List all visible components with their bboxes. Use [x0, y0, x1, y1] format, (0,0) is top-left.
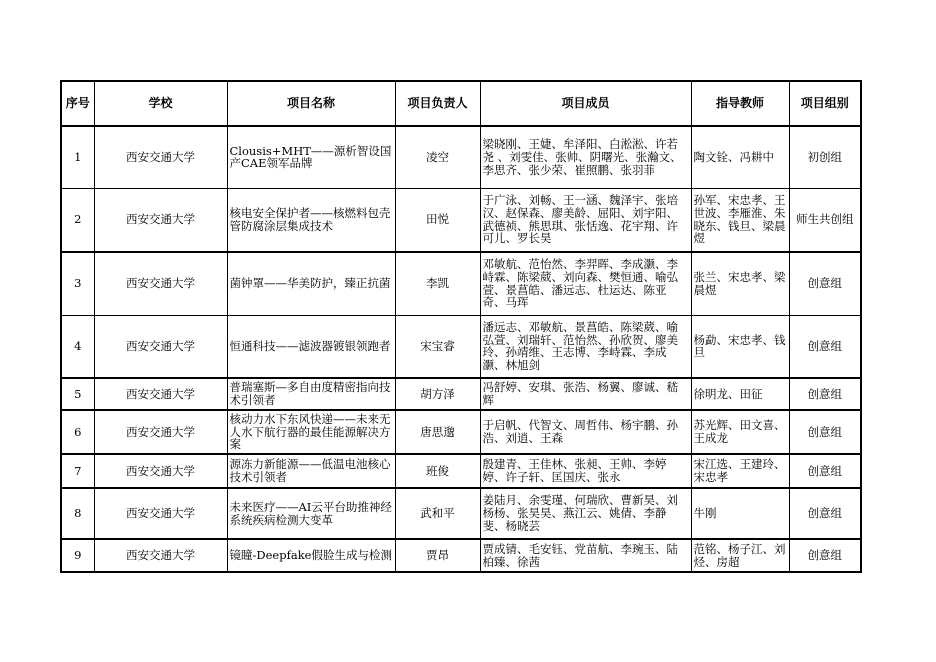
row-group: 创意组	[789, 454, 861, 488]
row-members: 潘远志、邓敏航、景菖皓、陈梁葳、喻弘萱、刘瑞轩、范怡然、孙欣贺、廖美玲、孙靖维、王志博、李峙霖、李成灏、林旭剑	[480, 315, 691, 378]
row-no: 1	[61, 126, 94, 188]
row-project-name: 镜瞳-Deepfake假脸生成与检测	[227, 539, 395, 572]
row-group: 创意组	[789, 378, 861, 410]
header-group: 项目组别	[789, 81, 861, 126]
row-no: 2	[61, 188, 94, 252]
row-group: 创意组	[789, 488, 861, 539]
row-school: 西安交通大学	[94, 188, 227, 252]
row-leader: 唐思邈	[395, 410, 480, 454]
row-members: 冯舒婷、安琪、张浩、杨翼、廖诚、嵇辉	[480, 378, 691, 410]
row-group: 师生共创组	[789, 188, 861, 252]
table-row	[61, 454, 861, 488]
table-row	[61, 315, 861, 378]
table-row	[61, 488, 861, 539]
row-project-name: 菌钟罩——华美防护，臻正抗菌	[227, 252, 395, 315]
header-advisors: 指导教师	[691, 81, 789, 126]
row-leader: 李凯	[395, 252, 480, 315]
row-no: 3	[61, 252, 94, 315]
table-row	[61, 378, 861, 410]
row-leader: 田悦	[395, 188, 480, 252]
row-advisors: 陶文铨、冯耕中	[691, 126, 789, 188]
row-group: 创意组	[789, 252, 861, 315]
row-project-name: 恒通科技——滤波器镀银领跑者	[227, 315, 395, 378]
row-school: 西安交通大学	[94, 252, 227, 315]
row-members: 梁晓刚、王婕、牟泽阳、白淞淞、许若尧 、刘雯佳、张帅、阴曙光、张瀚文、李思齐、张少荣、崔照鹏、张羽菲	[480, 126, 691, 188]
row-no: 6	[61, 410, 94, 454]
row-members: 邓敏航、范怡然、李羿晖、李成灏、李峙霖、陈梁葳、刘向森、樊恒通、喻弘萱、景菖皓、潘远志、杜运达、陈亚奇、马珲	[480, 252, 691, 315]
row-school: 西安交通大学	[94, 378, 227, 410]
table-row	[61, 126, 861, 188]
header-project-name: 项目名称	[227, 81, 395, 126]
row-leader: 胡方泽	[395, 378, 480, 410]
row-members: 殷建青、王佳林、张昶、王帅、李婷婷、许子轩、匡国庆、张永	[480, 454, 691, 488]
row-school: 西安交通大学	[94, 488, 227, 539]
row-project-name: 源冻力新能源——低温电池核心技术引领者	[227, 454, 395, 488]
row-advisors: 苏光辉、田文喜、王成龙	[691, 410, 789, 454]
row-group: 创意组	[789, 539, 861, 572]
row-no: 4	[61, 315, 94, 378]
row-advisors: 徐明龙、田征	[691, 378, 789, 410]
row-leader: 贾昂	[395, 539, 480, 572]
project-table	[60, 80, 862, 573]
row-advisors: 杨勐、宋忠孝、钱旦	[691, 315, 789, 378]
row-advisors: 孙军、宋忠孝、王世波、李雁淮、朱晓东、钱旦、梁晨煜	[691, 188, 789, 252]
row-members: 于广泳、刘畅、王一涵、魏泽宇、张培汉、赵保森、廖美龄、屈阳、刘宇阳、武德祯、熊思琪、张恬逸、花宇翔、许可儿、罗长昊	[480, 188, 691, 252]
row-advisors: 宋江选、王建玲、宋忠孝	[691, 454, 789, 488]
row-project-name: Clousis+MHT——源析智设国产CAE领军品牌	[227, 126, 395, 188]
row-members: 姜陆月、余雯瑾、何瑞欣、曹新昊、刘杨杨、张昊昊、燕江云、姚倩、李静斐、杨晓芸	[480, 488, 691, 539]
row-school: 西安交通大学	[94, 454, 227, 488]
table-row	[61, 410, 861, 454]
row-members: 贾成锖、毛安钰、党苗航、李琬玉、陆柏臻、徐茜	[480, 539, 691, 572]
row-leader: 宋宝睿	[395, 315, 480, 378]
table-row	[61, 252, 861, 315]
row-no: 9	[61, 539, 94, 572]
row-members: 于启帆、代智文、周哲伟、杨宇鹏、孙浩、刘逍、王森	[480, 410, 691, 454]
header-row	[61, 81, 861, 126]
row-school: 西安交通大学	[94, 539, 227, 572]
header-no: 序号	[61, 81, 94, 126]
row-school: 西安交通大学	[94, 126, 227, 188]
header-members: 项目成员	[480, 81, 691, 126]
row-leader: 班俊	[395, 454, 480, 488]
row-group: 初创组	[789, 126, 861, 188]
table-row	[61, 188, 861, 252]
row-no: 7	[61, 454, 94, 488]
row-advisors: 范铭、杨子江、刘烃、房超	[691, 539, 789, 572]
row-no: 5	[61, 378, 94, 410]
header-leader: 项目负责人	[395, 81, 480, 126]
header-school: 学校	[94, 81, 227, 126]
row-advisors: 张兰、宋忠孝、梁晨煜	[691, 252, 789, 315]
row-school: 西安交通大学	[94, 315, 227, 378]
row-leader: 凌空	[395, 126, 480, 188]
row-project-name: 未来医疗——AI云平台助推神经系统疾病检测大变革	[227, 488, 395, 539]
row-leader: 武和平	[395, 488, 480, 539]
row-advisors: 牛刚	[691, 488, 789, 539]
row-group: 创意组	[789, 315, 861, 378]
row-group: 创意组	[789, 410, 861, 454]
row-school: 西安交通大学	[94, 410, 227, 454]
table-row	[61, 539, 861, 572]
row-no: 8	[61, 488, 94, 539]
row-project-name: 普瑞塞斯—多自由度精密指向技术引领者	[227, 378, 395, 410]
row-project-name: 核电安全保护者——核燃料包壳管防腐涂层集成技术	[227, 188, 395, 252]
row-project-name: 核动力水下东风快递——未来无人水下航行器的最佳能源解决方案	[227, 410, 395, 454]
